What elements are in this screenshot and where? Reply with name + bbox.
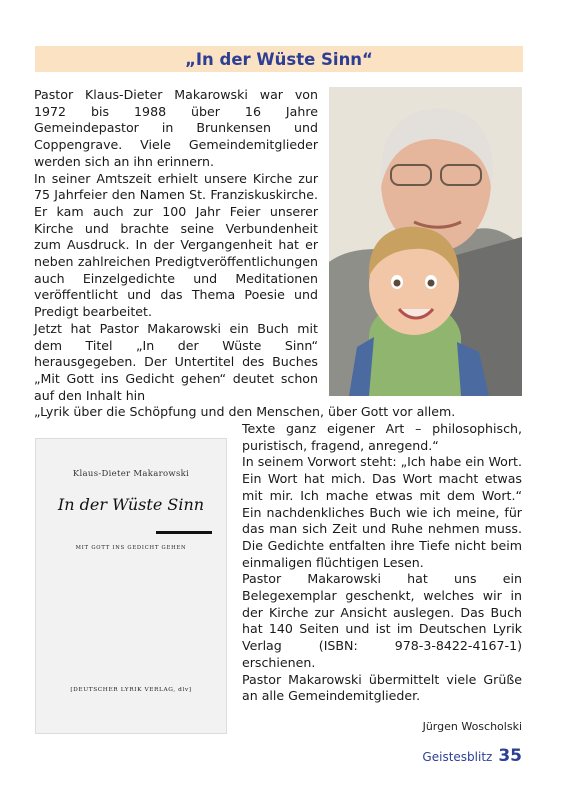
paragraph-history: In seiner Amtszeit erhielt unsere Kirche zur 75 Jahrfeier den Namen St. Franziskuskirche. Er kam auch zur 100 Jahr Feier unserer Kirche und brachte seine Verbundenheit zum Ausdruck. In der Vergangenheit hat er neben zahlreichen Predigtveröffentlichungen auch Einzelgedichte und Meditationen veröffentlicht und das Thema Poesie und Predigt bearbeitet. bbox=[34, 170, 318, 320]
lyric-quote-line: „Lyrik über die Schöpfung und den Menschen, über Gott vor allem. bbox=[34, 404, 456, 419]
paragraph-foreword: In seinem Vorwort steht: „Ich habe ein Wort. Ein Wort hat mich. Das Wort macht etwas mit mir. Ich mache etwas mit dem Wort.“ Ein nachdenkliches Buch wie ich meine, für das man sich Zeit und Ruhe nehmen muss. Die Gedichte entfalten ihre Tiefe nicht beim einmaligen flüchtigen Lesen. bbox=[242, 454, 522, 570]
book-cover-image bbox=[35, 438, 227, 734]
book-title: In der Wüste Sinn bbox=[57, 495, 205, 514]
magazine-name: Geistesblitz bbox=[422, 750, 493, 764]
grandfather-child-photo-icon bbox=[329, 87, 522, 396]
article-title-bar bbox=[35, 46, 523, 72]
paragraph-book: Jetzt hat Pastor Makarowski ein Buch mit dem Titel „In der Wüste Sinn“ herausgegeben. Der Untertitel des Buches „Mit Gott ins Gedicht gehen“ deutet schon auf den Inhalt hin bbox=[34, 320, 318, 403]
paragraph-quote-end: Texte ganz eigener Art – philosophisch, puristisch, fragend, anregend.“ bbox=[242, 421, 522, 453]
book-subtitle: MIT GOTT INS GEDICHT GEHEN bbox=[75, 545, 187, 551]
book-publisher: [DEUTSCHER LYRIK VERLAG, dlv] bbox=[70, 687, 192, 693]
paragraph-copy: Pastor Makarowski hat uns ein Belegexemplar geschenkt, welches wir in der Kirche zur Ansicht auslegen. Das Buch hat 140 Seiten und ist im Deutschen Lyrik Verlag (ISBN: 978-3-8422-4167-1) erschienen. bbox=[242, 571, 522, 670]
paragraph-greetings: Pastor Makarowski übermittelt viele Grüße an alle Gemeindemitglieder. bbox=[242, 671, 522, 704]
article-author: Jürgen Woscholski bbox=[422, 720, 522, 733]
page-footer bbox=[422, 746, 522, 766]
article-text-right bbox=[242, 421, 522, 705]
portrait-photo bbox=[329, 87, 522, 396]
book-author: Klaus-Dieter Makarowski bbox=[72, 469, 190, 479]
page-number: 35 bbox=[498, 746, 522, 766]
article-title: „In der Wüste Sinn“ bbox=[185, 49, 373, 69]
book-title-rule bbox=[156, 531, 212, 534]
article-text-wide bbox=[34, 404, 522, 421]
article-text-top bbox=[34, 87, 318, 404]
paragraph-intro: Pastor Klaus-Dieter Makarowski war von 1972 bis 1988 über 16 Jahre Gemeindepastor in Brunkensen und Coppengrave. Viele Gemeindemitglieder werden sich an ihn erinnern. bbox=[34, 87, 318, 169]
